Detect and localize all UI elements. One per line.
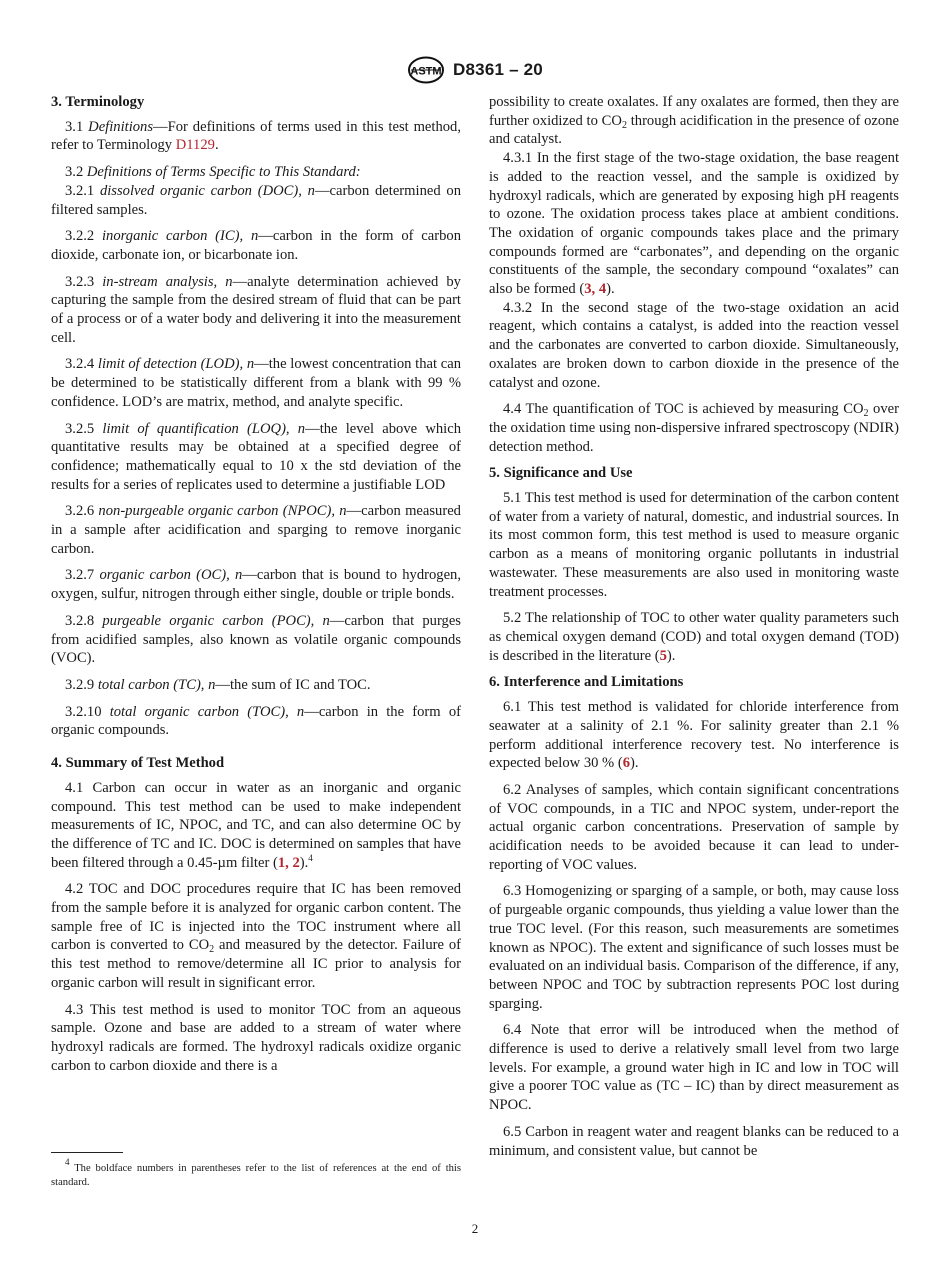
astm-logo-icon xyxy=(407,56,445,84)
ref-5-link[interactable]: 5 xyxy=(659,647,667,664)
para-4-3-2: 4.3.2 In the second stage of the two-stage oxidation an acid reagent, which contains a catalyst, is added into the reaction vessel and the carbonates are converted to carbon dioxide. Simultaneously, oxalates are broken down to carbon dioxide in the presence of the catalyst and ozone. xyxy=(489,299,899,391)
section-3-heading: 3. Terminology xyxy=(51,94,145,110)
para-6-3: 6.3 Homogenizing or sparging of a sample, or both, may cause loss of purgeable organic compounds, thus yielding a value lower than the true TOC level. (For this reason, such measurements are sometimes known as NPOC). The extent and significance of such losses must be evaluated on an individual basis. Comparison of the difference, if any, between NPOC and TOC by subtraction represents POC lost during sparging. xyxy=(489,883,899,1012)
para-4-2: 4.2 TOC and DOC procedures require that IC has been removed from the sample before it is analyzed for organic carbon content. The sample free of IC is injected into the TOC instrument where all carbon is converted to $CO_2$ and measured by the detector. Failure of this test method to remove/determine all IC prior to analysis for organic carbon will result in significant error. xyxy=(51,881,461,991)
para-3-2-10: 3.2.10 total organic carbon (TOC), n—carbon in the form of organic compounds. xyxy=(51,703,461,739)
para-3-1: 3.1 Definitions—For definitions of terms used in this test method, refer to Terminology D1129. xyxy=(51,118,462,154)
para-3-2-1: 3.2.1 dissolved organic carbon (DOC), n—carbon determined on filtered samples. xyxy=(51,182,461,218)
para-4-3-continued: possibility to create oxalates. If any oxalates are formed, then they are further oxidized to $CO_2$ through acidification in the presence of ozone and catalyst. xyxy=(489,94,899,148)
ref-4-link[interactable]: 4 xyxy=(598,281,607,298)
para-4-3-1: 4.3.1 In the first stage of the two-stage oxidation, the base reagent is added to the reaction vessel, and the sample is oxidized by hydroxyl radicals, which are generated by exposing high pH reagents to ozone. The oxidation process takes place at ambient conditions. The oxidation of organic compounds takes place and the primary compounds formed are “carbonates”, and depending on the organic constituents of the sample, the secondary compound “oxalates” can also be formed (3, 4). xyxy=(489,150,899,298)
para-4-3: 4.3 This test method is used to monitor TOC from an aqueous sample. Ozone and base are added to a stream of water where hydroxyl radicals are formed. The hydroxyl radicals oxidize organic carbon to carbon dioxide and there is a xyxy=(51,1001,461,1074)
para-3-2: 3.2 Definitions of Terms Specific to This Standard: xyxy=(65,164,361,181)
section-5-heading: 5. Significance and Use xyxy=(489,465,633,482)
ref-2-link[interactable]: 2 xyxy=(292,854,300,871)
footnote-rule xyxy=(51,1152,123,1153)
para-3-2-3: 3.2.3 in-stream analysis, n—analyte determination achieved by capturing the sample from the desired stream of fluid that can be part of a process or of a water body and delivering it into the measurement cell. xyxy=(51,273,461,346)
para-6-5: 6.5 Carbon in reagent water and reagent blanks can be reduced to a minimum, and consistent value, but cannot be xyxy=(489,1123,899,1159)
ref-6-link[interactable]: 6 xyxy=(622,755,631,772)
para-4-4: 4.4 The quantification of TOC is achieved by measuring $CO_2$ over the oxidation time using non-dispersive infrared spectroscopy (NDIR) detection method. xyxy=(489,401,899,455)
document-number: D8361 – 20 xyxy=(453,60,543,79)
logo-text: ASTM xyxy=(410,65,442,78)
ref-3-link[interactable]: 3 xyxy=(584,281,592,298)
footnote-4: $^4$ The boldface numbers in parentheses refer to the list of references at the end of this standard. xyxy=(51,1157,461,1188)
para-6-1: 6.1 This test method is validated for chloride interference from seawater at a salinity of 2.1 %. For salinity greater than 2.1 % perform additional interference recovery test. No interference is expected below 30 % (6). xyxy=(489,699,899,772)
para-5-2: 5.2 The relationship of TOC to other water quality parameters such as chemical oxygen demand (COD) and total oxygen demand (TOD) is described in the literature (5). xyxy=(489,610,899,664)
ref-d1129-link[interactable]: D1129 xyxy=(175,137,215,154)
right-column xyxy=(489,93,899,1165)
para-3-2-9: 3.2.9 total carbon (TC), n—the sum of IC and TOC. xyxy=(65,676,371,693)
para-3-2-7: 3.2.7 organic carbon (OC), n—carbon that is bound to hydrogen, oxygen, sulfur, nitrogen through either single, double or triple bonds. xyxy=(51,567,462,603)
page-header xyxy=(0,56,950,84)
section-4-heading: 4. Summary of Test Method xyxy=(51,755,225,772)
para-5-1: 5.1 This test method is used for determination of the carbon content of water from a variety of natural, domestic, and industrial sources. In its most common form, this test method is used to measure organic carbon as a means of monitoring organic pollutants in industrial wastewater. These measurements are also used in monitoring waste treatment processes. xyxy=(489,490,899,600)
para-3-2-4: 3.2.4 limit of detection (LOD), n—the lowest concentration that can be determined to be statistically different from a blank with 99 % confidence. LOD’s are matrix, method, and analyte specific. xyxy=(51,356,461,410)
footnote-marker: 4 xyxy=(308,852,313,863)
ref-1-link[interactable]: 1 xyxy=(277,854,286,871)
left-column xyxy=(51,93,461,1080)
section-6-heading: 6. Interference and Limitations xyxy=(489,674,684,691)
para-6-2: 6.2 Analyses of samples, which contain significant concentrations of VOC compounds, in a TIC and NPOC system, under-report the actual organic carbon concentrations. Preservation of sample by acidification needs to be avoided because it can lead to under-reporting of VOC values. xyxy=(489,781,899,873)
para-3-2-2: 3.2.2 inorganic carbon (IC), n—carbon in the form of carbon dioxide, carbonate ion, or bicarbonate ion. xyxy=(51,228,462,263)
para-4-1: 4.1 Carbon can occur in water as an inorganic and organic compound. This test method can be used to make independent measurements of IC, NPOC, and TC, and can also determine OC by the difference of TC and IC. DOC is determined on samples that have been filtered through a 0.45-µm filter (1, 2).$^4$ xyxy=(51,779,461,871)
para-6-4: 6.4 Note that error will be introduced when the method of difference is used to derive a relatively small level from two large levels. For example, a ground water high in IC and low in TOC will give a poorer TOC value as (TC – IC) than by direct measurement as NPOC. xyxy=(489,1022,899,1114)
para-3-2-5: 3.2.5 limit of quantification (LOQ), n—the level above which quantitative results may be obtained at a specified degree of confidence; mathematically equal to 10 x the std deviation of the results for a series of replicates used to determine a justifiable LOD xyxy=(51,420,462,493)
para-3-2-6: 3.2.6 non-purgeable organic carbon (NPOC), n—carbon measured in a sample after acidification and sparging to remove inorganic carbon. xyxy=(51,503,461,557)
page-number: 2 xyxy=(471,1221,479,1236)
para-3-2-8: 3.2.8 purgeable organic carbon (POC), n—carbon that purges from acidified samples, also known as volatile organic compounds (VOC). xyxy=(51,612,461,667)
